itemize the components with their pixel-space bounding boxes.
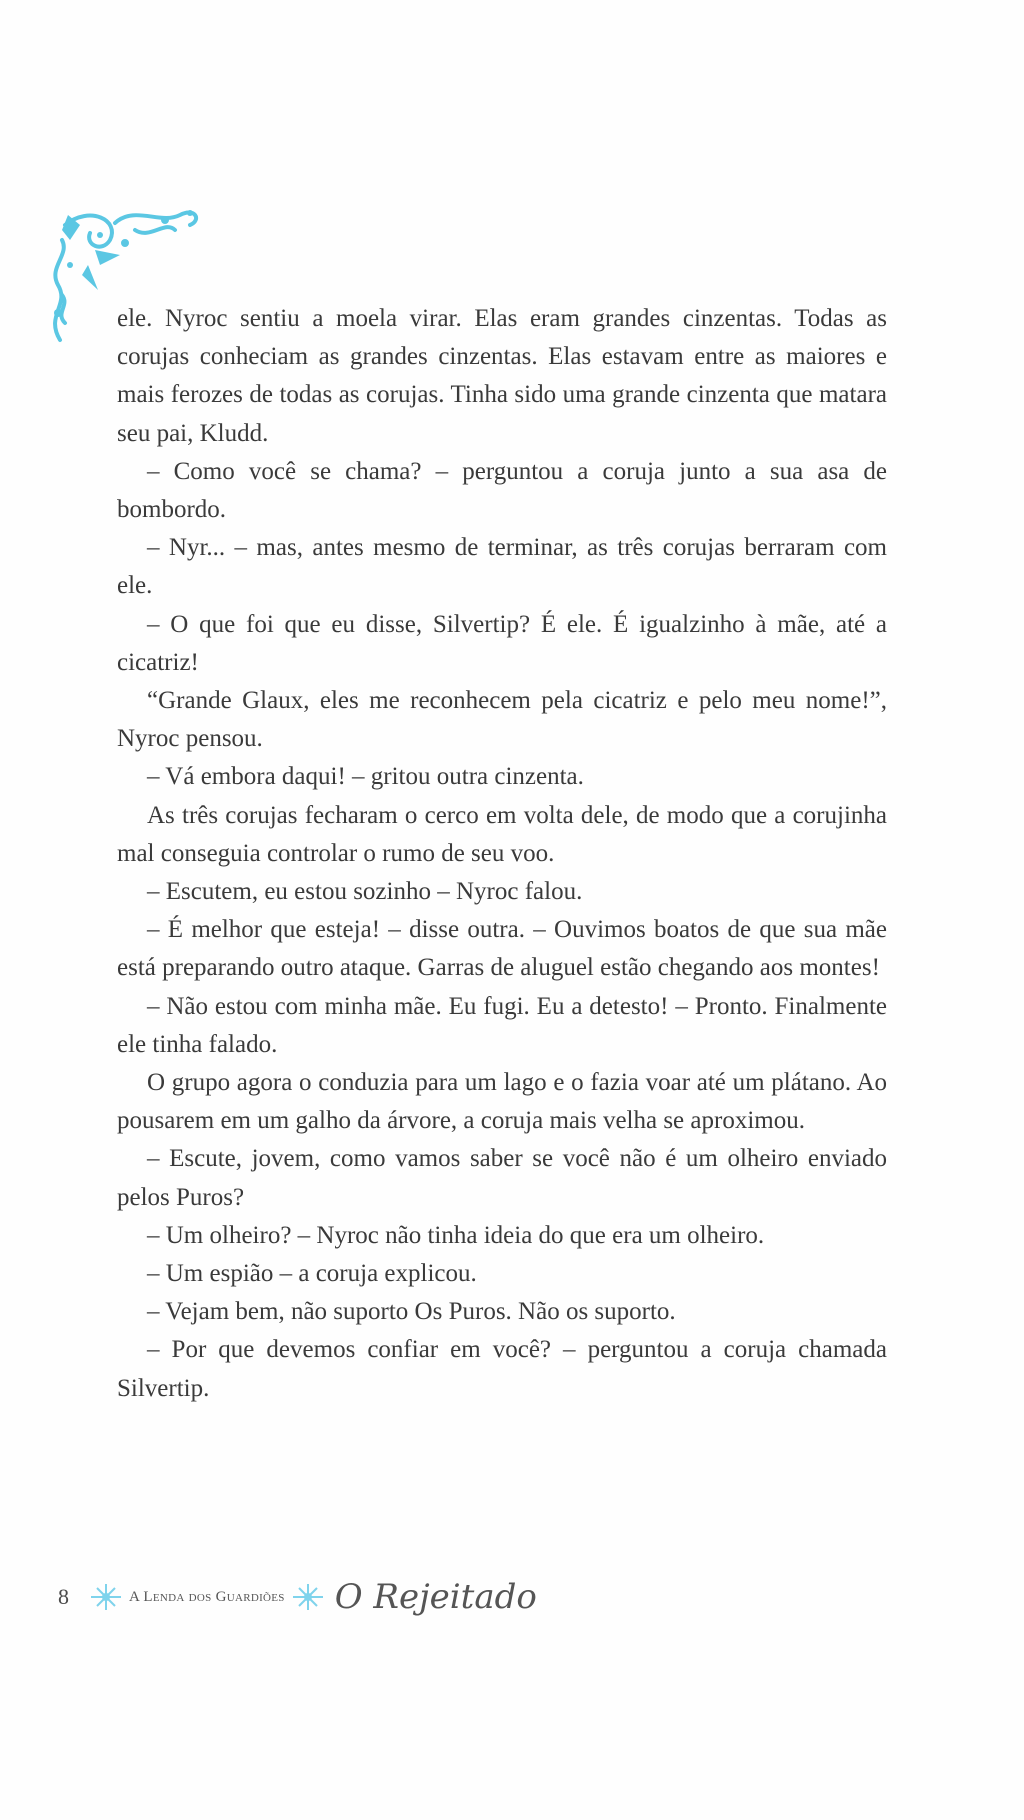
paragraph: – O que foi que eu disse, Silvertip? É ele. É igualzinho à mãe, até a cicatriz! xyxy=(117,610,887,676)
paragraph: – Vejam bem, não suporto Os Puros. Não os suporto. xyxy=(147,1298,676,1326)
snowflake-icon xyxy=(89,1582,123,1612)
paragraph: – Vá embora daqui! – gritou outra cinzenta. xyxy=(147,763,584,791)
page-number: 8 xyxy=(58,1584,69,1609)
book-title: O Rejeitado xyxy=(334,1577,537,1617)
paragraph: O grupo agora o conduzia para um lago e o fazia voar até um plátano. Ao pousarem em um galho da árvore, a coruja mais velha se aproximou. xyxy=(117,1069,887,1135)
paragraph: – Um espião – a coruja explicou. xyxy=(147,1260,477,1288)
series-name: A Lenda dos Guardiões xyxy=(129,1588,285,1605)
paragraph: “Grande Glaux, eles me reconhecem pela cicatriz e pelo meu nome!”, Nyroc pensou. xyxy=(117,687,887,753)
running-footer xyxy=(58,1572,537,1622)
paragraph: – Por que devemos confiar em você? – perguntou a coruja chamada Silvertip. xyxy=(117,1336,887,1402)
paragraph: – Escute, jovem, como vamos saber se você não é um olheiro enviado pelos Puros? xyxy=(117,1145,887,1211)
paragraph: As três corujas fecharam o cerco em volta dele, de modo que a corujinha mal conseguia controlar o rumo de seu voo. xyxy=(117,801,887,867)
paragraph: – Nyr... – mas, antes mesmo de terminar, as três corujas berraram com ele. xyxy=(117,534,887,600)
paragraph: ele. Nyroc sentiu a moela virar. Elas eram grandes cinzentas. Todas as corujas conheciam as grandes cinzentas. Elas estavam entre as maiores e mais ferozes de todas as corujas. Tinha sido uma grande cinzenta que matara seu pai, Kludd. xyxy=(117,305,887,447)
paragraph: – Um olheiro? – Nyroc não tinha ideia do que era um olheiro. xyxy=(147,1221,765,1249)
paragraph: – Como você se chama? – perguntou a coruja junto a sua asa de bombordo. xyxy=(117,457,887,524)
paragraph: – Não estou com minha mãe. Eu fugi. Eu a detesto! – Pronto. Finalmente ele tinha falado. xyxy=(117,992,887,1058)
paragraph: – Escutem, eu estou sozinho – Nyroc falou. xyxy=(147,878,583,906)
chapter-body-text xyxy=(117,300,887,1408)
paragraph: – É melhor que esteja! – disse outra. – Ouvimos boatos de que sua mãe está preparando outro ataque. Garras de aluguel estão chegando aos montes! xyxy=(117,916,887,982)
snowflake-icon xyxy=(291,1582,325,1612)
